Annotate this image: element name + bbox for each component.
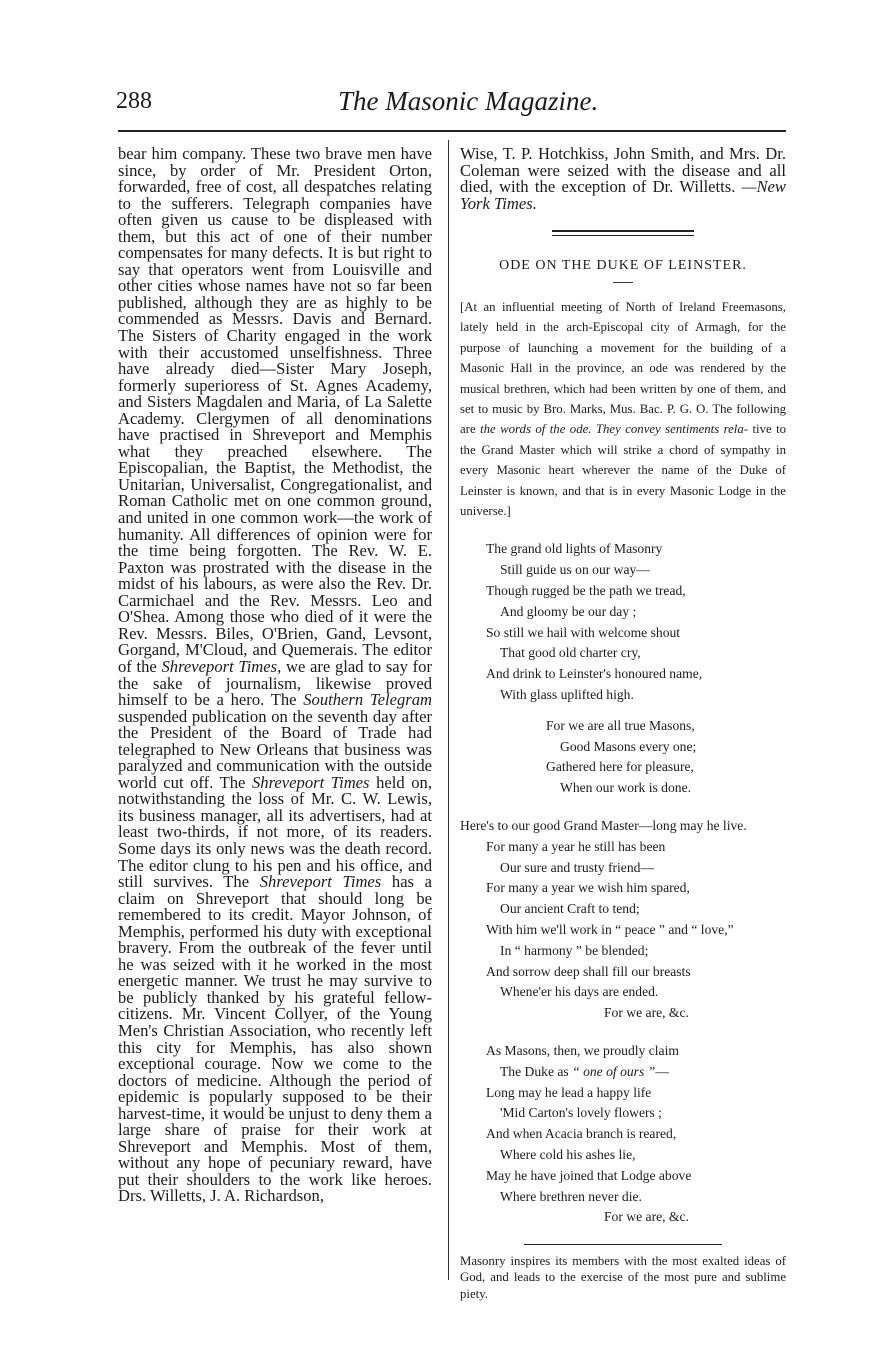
article-continuation: Wise, T. P. Hotchkiss, John Smith, and Mrs. Dr. Coleman were seized with the disease and all died, with the exception of Dr. Willetts. —New York Times. (460, 144, 786, 213)
title-underline (613, 282, 633, 283)
poem-line: Though rugged be the path we tread, (486, 583, 686, 599)
header-rule (118, 130, 786, 132)
section-separator-thick (552, 230, 694, 232)
newspaper-name: Shreveport Times (252, 772, 370, 792)
article-text: held on, notwithstanding the loss of Mr. C. W. Lewis, its business manager, all its advertisers, had at least two-thirds, if not more, of its readers. Some days its only news was the death record. The editor clung to his pen and his office, and still survives. The (118, 772, 432, 892)
chorus-line: Good Masons every one; (560, 738, 697, 754)
poem-line: With glass uplifted high. (500, 687, 634, 703)
closing-note: Masonry inspires its members with the most exalted ideas of God, and leads to the exercise of the most pure and sublime piety. (460, 1254, 786, 1301)
refrain-line: For we are, &c. (604, 1005, 689, 1021)
poem-line: And gloomy be our day ; (500, 603, 637, 619)
poem-line: And when Acacia branch is reared, (486, 1126, 677, 1142)
ode-poem (460, 539, 786, 1228)
chorus-line: When our work is done. (560, 780, 691, 796)
poem-line: That good old charter cry, (500, 645, 641, 661)
poem-line: And sorrow deep shall fill our breasts (486, 963, 691, 979)
left-column (118, 146, 432, 1205)
newspaper-name: Southern Telegram (303, 690, 432, 710)
article-text: has a claim on Shreveport that should long be remembered to its credit. Mayor Johnson, of Memphis, performed his duty with exceptional bravery. From the outbreak of the fever until he was seized with it he worked in the most energetic manner. We trust he may survive to be publicly thanked by his grateful fellow-citizens. Mr. Vincent Collyer, of the Young Men's Christian Association, who recently left this city for Memphis, has also shown exceptional courage. Now we come to the doctors of medicine. Although the period of epidemic is popularly supposed to be their harvest-time, it would be unjust to deny them a large share of praise for their work at Shreveport and Memphis. Most of them, without any hope of pecuniary reward, have put their shoulders to the work like heroes. Drs. Willetts, J. A. Richardson, (118, 872, 432, 1206)
stanza-gap (460, 1024, 786, 1041)
newspaper-name: Shreveport Times (161, 656, 278, 676)
article-text: , we are glad to say for the sake of journalism, likewise proved himself to be a hero. The (118, 656, 432, 710)
poem-line: With him we'll work in “ peace ” and “ love,” (486, 922, 734, 938)
column-divider (448, 140, 449, 1280)
chorus-line: For we are all true Masons, (546, 717, 695, 733)
poem-line: Our ancient Craft to tend; (500, 901, 640, 917)
article-text: suspended publication on the seventh day after the President of the Board of Trade had telegraphed to New Orleans that business was paralyzed and communication with the outside world cut off. The (118, 706, 432, 792)
poem-line: Our sure and trusty friend— (500, 859, 655, 875)
poem-line: In “ harmony ” be blended; (500, 942, 649, 958)
note-separator (524, 1244, 722, 1245)
poem-line: For many a year he still has been (486, 838, 666, 854)
chorus-line: Gathered here for pleasure, (546, 759, 694, 775)
poem-line: Where cold his ashes lie, (500, 1146, 636, 1162)
page-number: 288 (116, 88, 152, 114)
stanza-gap (460, 706, 786, 716)
poem-line: The Duke as “ one of ours ”— (500, 1063, 669, 1079)
poem-line: Long may he lead a happy life (486, 1084, 652, 1100)
poem-line: 'Mid Carton's lovely flowers ; (500, 1105, 662, 1121)
section-separator-thin (552, 235, 694, 236)
poem-line: The grand old lights of Masonry (486, 541, 663, 557)
running-title: The Masonic Magazine. (338, 86, 599, 116)
stanza-gap (460, 799, 786, 816)
article-source: —New York Times. (460, 177, 786, 213)
refrain-line: For we are, &c. (604, 1209, 689, 1225)
poem-line: May he have joined that Lodge above (486, 1167, 692, 1183)
newspaper-name: Shreveport Times (259, 872, 382, 892)
ode-title: ODE ON THE DUKE OF LEINSTER. (499, 258, 747, 273)
article-text: bear him company. These two brave men have since, by order of Mr. President Orton, forwarded, free of cost, all despatches relating to the sufferers. Telegraph companies have often given us cause to be displeased with them, but this act of one of their number compensates for many defects. It is but right to say that operators went from Louisville and other cities whose names have not so far been published, although they are as highly to be commended as Messrs. Davis and Bernard. The Sisters of Charity engaged in the work with their accustomed unselfishness. Three have already died—Sister Mary Joseph, formerly superioress of St. Agnes Academy, and Sisters Magdalen and Maria, of La Salette Academy. Clergymen of all denominations have practised in Shreveport and Memphis what they preached elsewhere. The Episcopalian, the Baptist, the Methodist, the Unitarian, Universalist, Congregationalist, and Roman Catholic met on one common ground, and united in one common work—the work of humanity. All differences of opinion were for the time being forgotten. The Rev. W. E. Paxton was prostrated with the disease in the midst of his labours, as were also the Rev. Dr. Carmichael and the Rev. Messrs. Leo and O'Shea. Among those who died of it were the Rev. Messrs. Biles, O'Brien, Gand, Levsont, Gorgand, M'Cloud, and Quemerais. The editor of the (118, 144, 432, 676)
poem-line: For many a year we wish him spared, (486, 880, 690, 896)
poem-line: Still guide us on our way— (500, 562, 650, 578)
right-column (460, 146, 786, 1302)
poem-line: Here's to our good Grand Master—long may he live. (460, 818, 747, 834)
poem-line: Where brethren never die. (500, 1188, 642, 1204)
poem-line: As Masons, then, we proudly claim (486, 1043, 679, 1058)
poem-line: And drink to Leinster's honoured name, (486, 666, 703, 682)
ode-introduction: [At an influential meeting of North of Ireland Freemasons, lately held in the arch-Episcopal city of Armagh, for the purpose of launching a movement for the building of a Masonic Hall in the province, an ode was rendered by the musical brethren, which had been written by one of them, and set to music by Bro. Marks, Mus. Bac. P. G. O. The following are the words of the ode. They convey sentiments rela- tive to the Grand Master which will strike a chord of sympathy in every Masonic heart wherever the name of the Duke of Leinster is known, and that is in every Masonic Lodge in the universe.] (460, 300, 787, 519)
poem-line: Whene'er his days are ended. (500, 984, 659, 1000)
poem-line: So still we hail with welcome shout (486, 624, 681, 640)
